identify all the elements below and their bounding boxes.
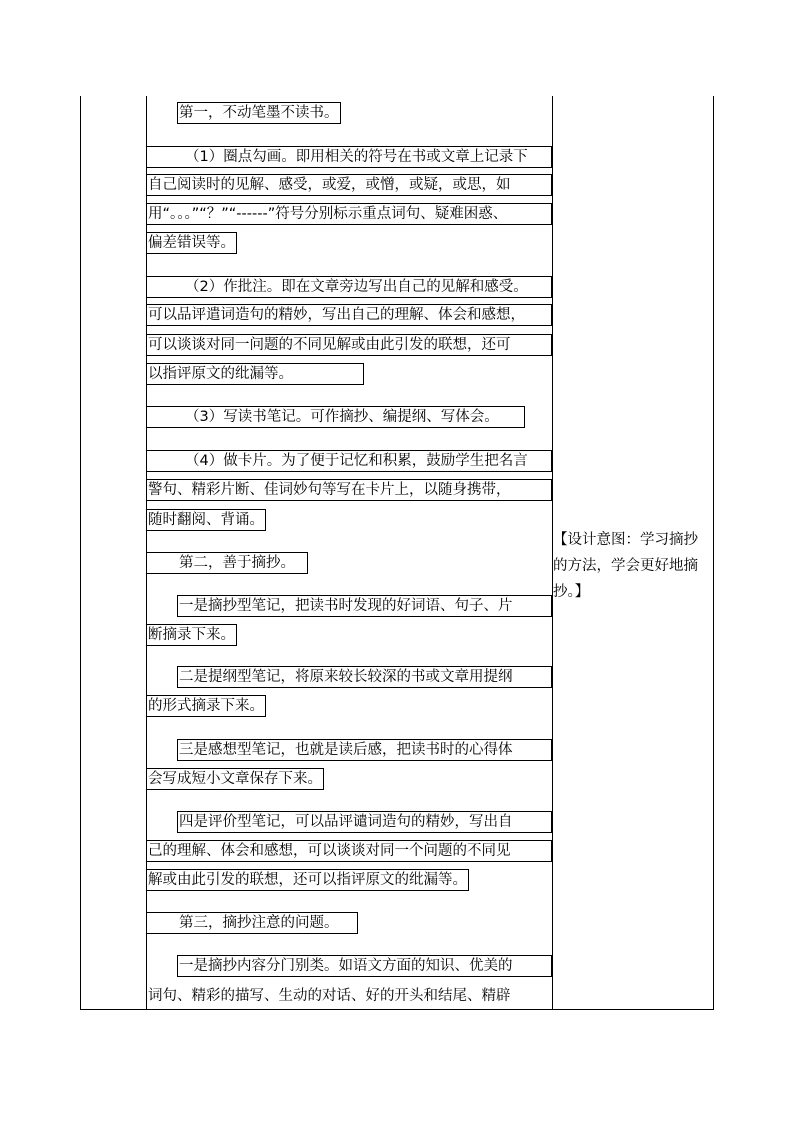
design-intent-line: 抄。】 [553, 584, 590, 600]
text-line: 词句、精彩的描写、生动的对话、好的开头和结尾、精辟 [148, 988, 511, 1004]
text-line: 一是摘抄内容分门别类。如语文方面的知识、优美的 [177, 955, 552, 977]
text-line: 第一，不动笔墨不读书。 [177, 102, 341, 124]
text-line: 可以品评遣词造句的精妙，写出自己的理解、体会和感想， [146, 304, 552, 326]
design-intent-line: 【设计意图：学习摘抄 [553, 532, 698, 548]
design-intent-note [553, 530, 713, 608]
text-line: 一是摘抄型笔记，把读书时发现的好词语、句子、片 [177, 595, 552, 617]
text-line: 以指评原文的纰漏等。 [146, 363, 364, 385]
text-line: 二是提纲型笔记，将原来较长较深的书或文章用提纲 [177, 666, 552, 688]
table-border-right [713, 96, 714, 1010]
table-border-bottom [80, 1009, 714, 1010]
design-intent-line: 的方法，学会更好地摘 [553, 558, 698, 574]
text-line: 第二，善于摘抄。 [146, 552, 308, 574]
text-line: 随时翻阅、背诵。 [146, 509, 266, 531]
text-line: 可以谈谈对同一问题的不同见解或由此引发的联想，还可 [146, 334, 552, 356]
text-line: 己的理解、体会和感想，可以谈谈对同一个问题的不同见 [146, 840, 552, 862]
text-line: 的形式摘录下来。 [146, 695, 266, 717]
text-line: （2）作批注。即在文章旁边写出自己的见解和感受。 [146, 276, 552, 298]
text-line: 第三，摘抄注意的问题。 [146, 912, 358, 934]
text-line: 警句、精彩片断、佳词妙句等写在卡片上，以随身携带， [146, 479, 552, 501]
text-line: 断摘录下来。 [146, 624, 237, 646]
text-line: （1）圈点勾画。即用相关的符号在书或文章上记录下 [146, 146, 552, 168]
text-line: 用“。。。”“？”“------”符号分别标示重点词句、疑难困惑、 [146, 203, 552, 225]
text-line: （4）做卡片。为了便于记忆和积累，鼓励学生把名言 [146, 450, 552, 472]
text-line: 解或由此引发的联想，还可以指评原文的纰漏等。 [146, 869, 469, 891]
text-line: （3）写读书笔记。可作摘抄、编提纲、写体会。 [146, 406, 525, 428]
text-line: 偏差错误等。 [146, 232, 237, 254]
text-line: 自己阅读时的见解、感受，或爱，或憎，或疑，或思，如 [146, 174, 552, 196]
table-border-left [80, 96, 81, 1010]
text-line: 会写成短小文章保存下来。 [146, 768, 324, 790]
text-line: 三是感想型笔记，也就是读后感，把读书时的心得体 [177, 739, 552, 761]
text-line: 四是评价型笔记，可以品评谴词造句的精妙，写出自 [177, 811, 552, 833]
